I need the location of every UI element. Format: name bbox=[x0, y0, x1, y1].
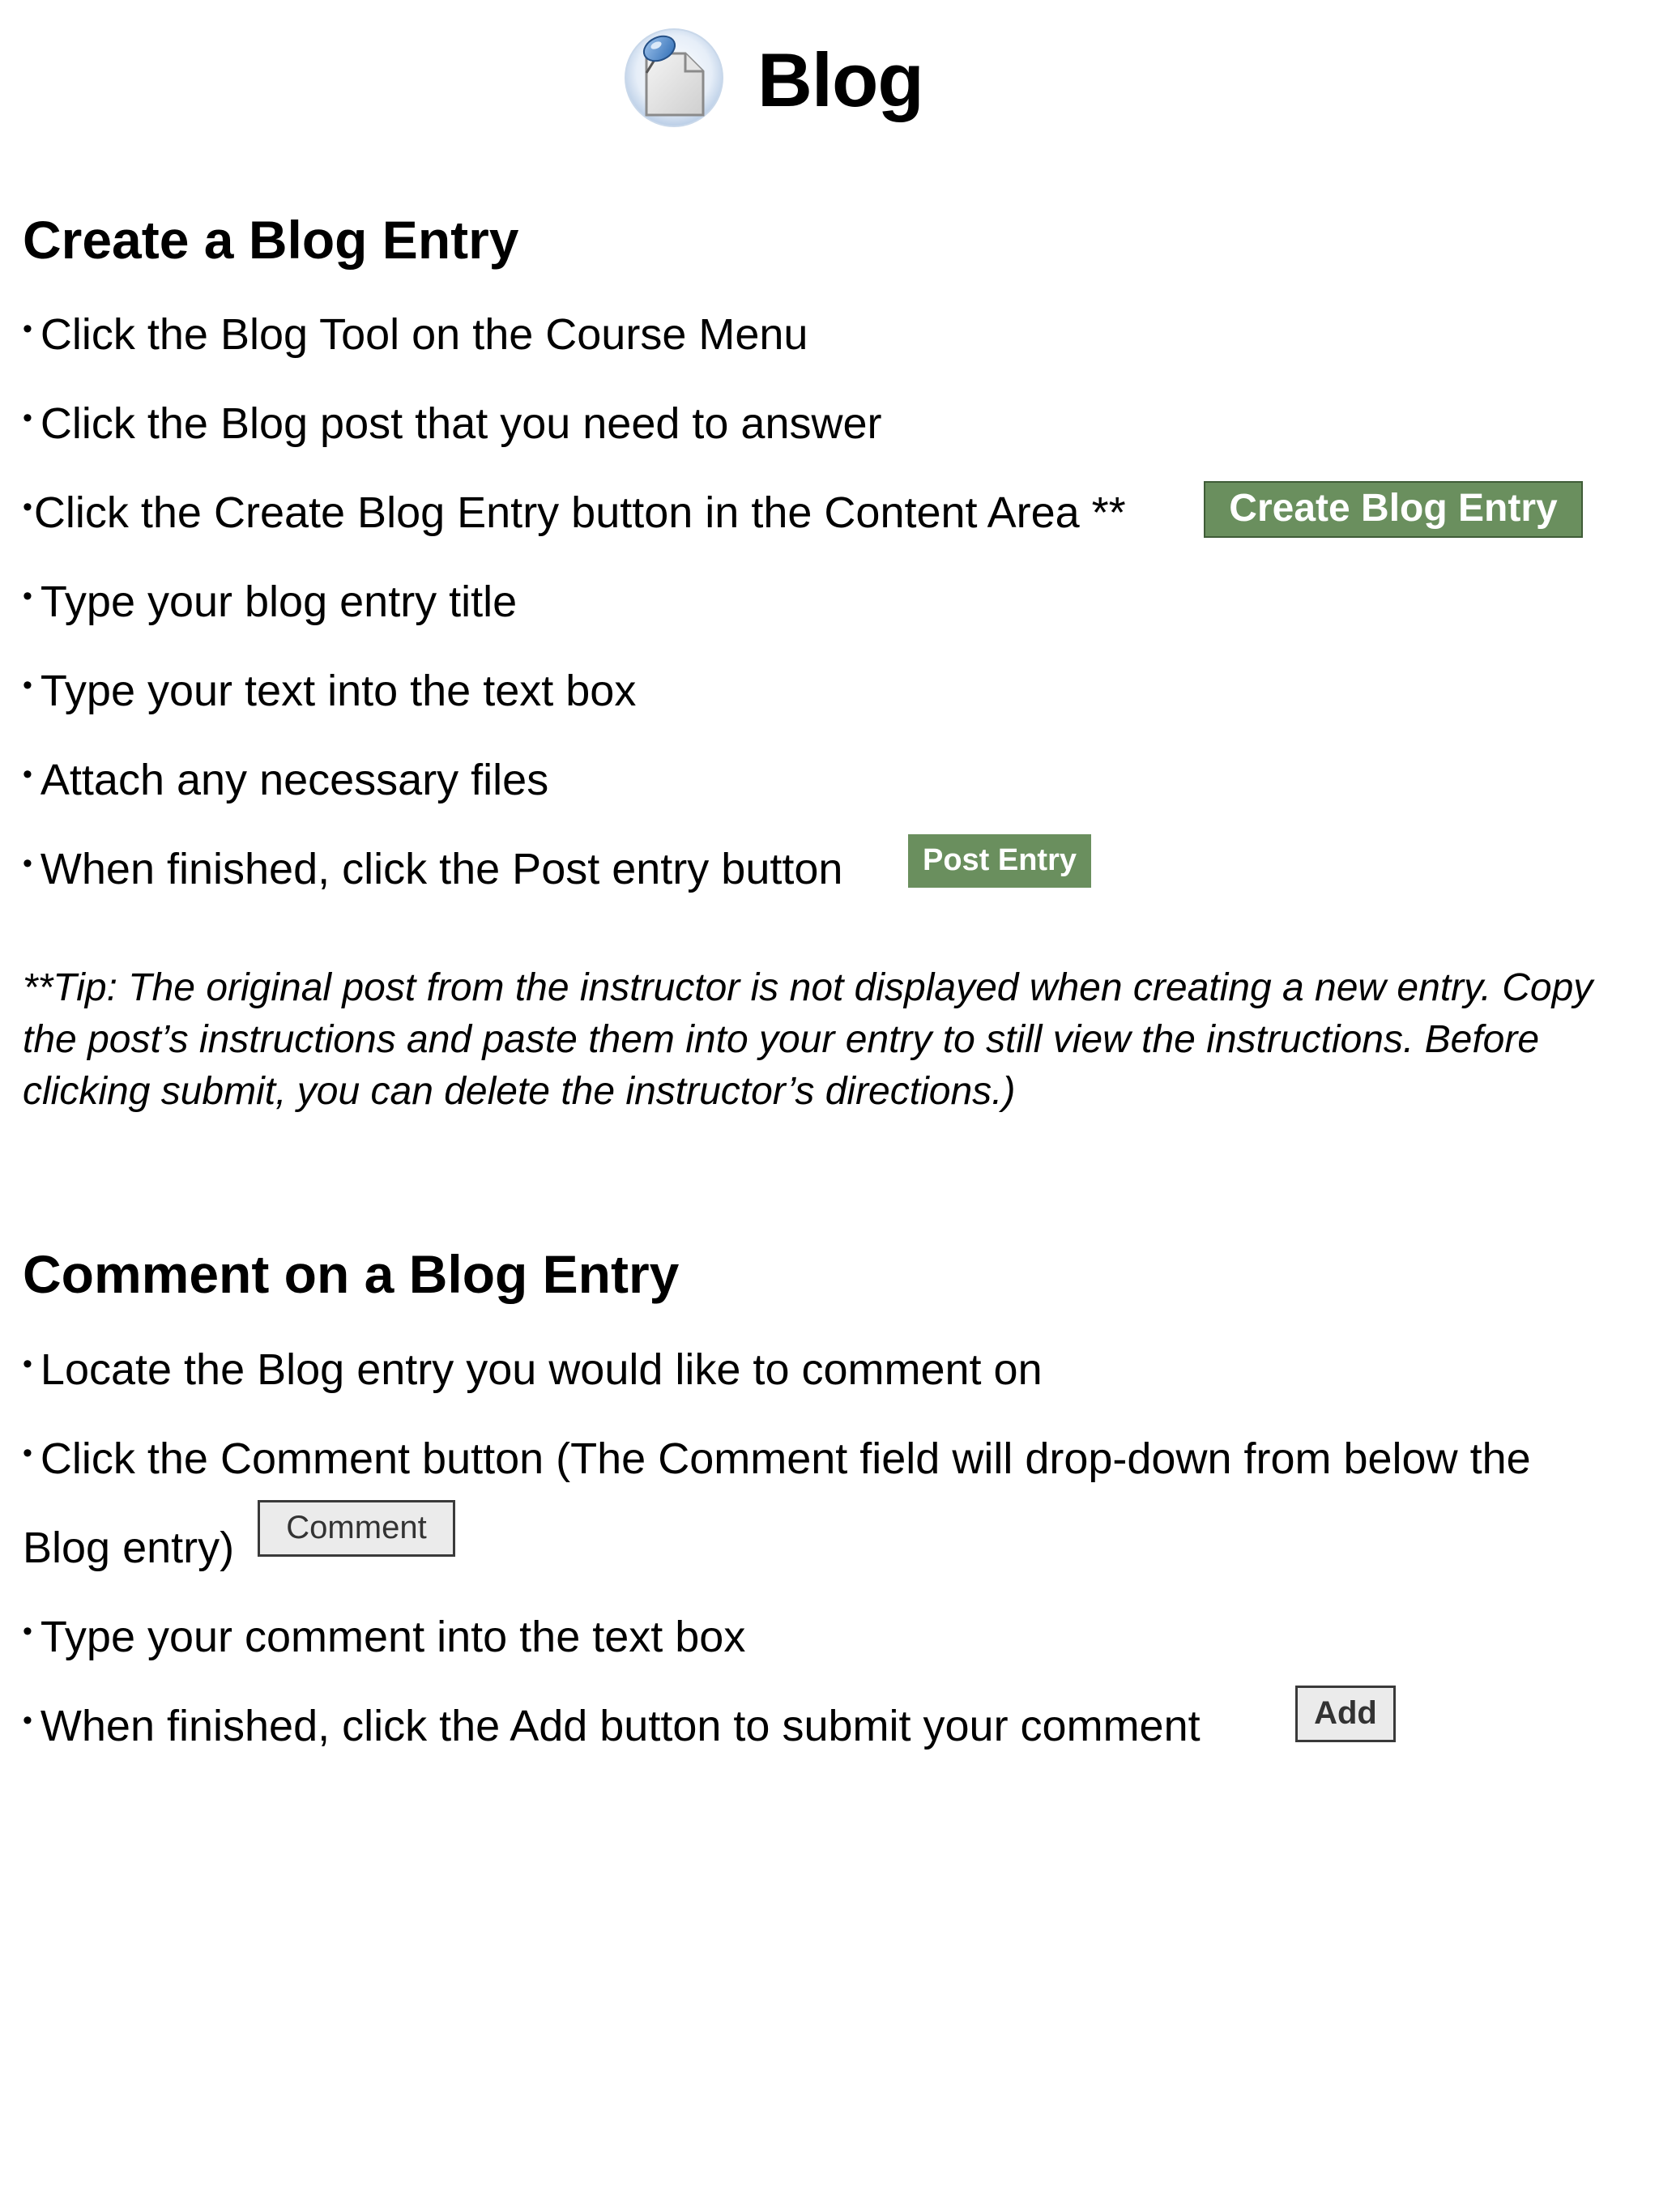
list-item-text: When finished, click the Post entry button bbox=[40, 845, 843, 893]
list-item-text: Attach any necessary files bbox=[40, 756, 549, 804]
tip-line: clicking submit, you can delete the instructor’s directions.) bbox=[23, 1070, 1016, 1113]
section-heading-create: Create a Blog Entry bbox=[23, 210, 519, 270]
list-item bbox=[23, 669, 636, 713]
bullet: • bbox=[23, 1705, 32, 1736]
list-item-text: Type your blog entry title bbox=[40, 578, 518, 626]
list-item bbox=[23, 580, 517, 624]
list-item bbox=[23, 399, 882, 448]
list-item bbox=[23, 1345, 1043, 1394]
list-item bbox=[23, 310, 808, 359]
list-item-text: Click the Blog Tool on the Course Menu bbox=[40, 310, 808, 359]
list-item bbox=[23, 1615, 745, 1659]
comment-button[interactable]: Comment bbox=[258, 1500, 455, 1557]
bullet: • bbox=[23, 492, 32, 522]
bullet: • bbox=[23, 1349, 32, 1379]
blog-pushpin-document-icon bbox=[622, 24, 727, 130]
list-item-text: Type your comment into the text box bbox=[40, 1613, 746, 1661]
list-item-text: Click the Create Blog Entry button in the Content Area ** bbox=[33, 488, 1126, 537]
list-item-text: Click the Blog post that you need to answer bbox=[40, 399, 882, 448]
list-item-text: Locate the Blog entry you would like to comment on bbox=[40, 1345, 1043, 1394]
tip-line: the post’s instructions and paste them into your entry to still view the instructions. Before bbox=[23, 1018, 1540, 1061]
list-item-text: Click the Comment button (The Comment field will drop-down from below the bbox=[40, 1434, 1531, 1483]
section-heading-comment: Comment on a Blog Entry bbox=[23, 1244, 680, 1304]
list-item bbox=[23, 758, 548, 802]
bullet: • bbox=[23, 1616, 32, 1647]
list-item bbox=[23, 488, 1126, 537]
post-entry-button[interactable]: Post Entry bbox=[908, 834, 1091, 888]
list-item bbox=[23, 847, 842, 891]
header bbox=[0, 24, 1659, 146]
create-blog-entry-button[interactable]: Create Blog Entry bbox=[1204, 481, 1583, 538]
tip-line: **Tip: The original post from the instructor is not displayed when creating a new entry. Copy bbox=[23, 966, 1593, 1009]
list-item-text: Type your text into the text box bbox=[40, 667, 637, 715]
list-item-text: Blog entry) bbox=[23, 1524, 235, 1572]
list-item-text: When finished, click the Add button to submit your comment bbox=[40, 1702, 1201, 1750]
add-button[interactable]: Add bbox=[1295, 1686, 1396, 1742]
list-item bbox=[23, 1704, 1201, 1748]
bullet: • bbox=[23, 313, 32, 344]
bullet: • bbox=[23, 759, 32, 790]
bullet: • bbox=[23, 848, 32, 879]
bullet: • bbox=[23, 403, 32, 433]
bullet: • bbox=[23, 670, 32, 701]
tip-paragraph bbox=[23, 962, 1651, 1118]
bullet: • bbox=[23, 581, 32, 612]
bullet: • bbox=[23, 1438, 32, 1468]
list-item bbox=[23, 1434, 1531, 1483]
page-title: Blog bbox=[757, 37, 923, 122]
list-item-continuation bbox=[23, 1526, 234, 1570]
